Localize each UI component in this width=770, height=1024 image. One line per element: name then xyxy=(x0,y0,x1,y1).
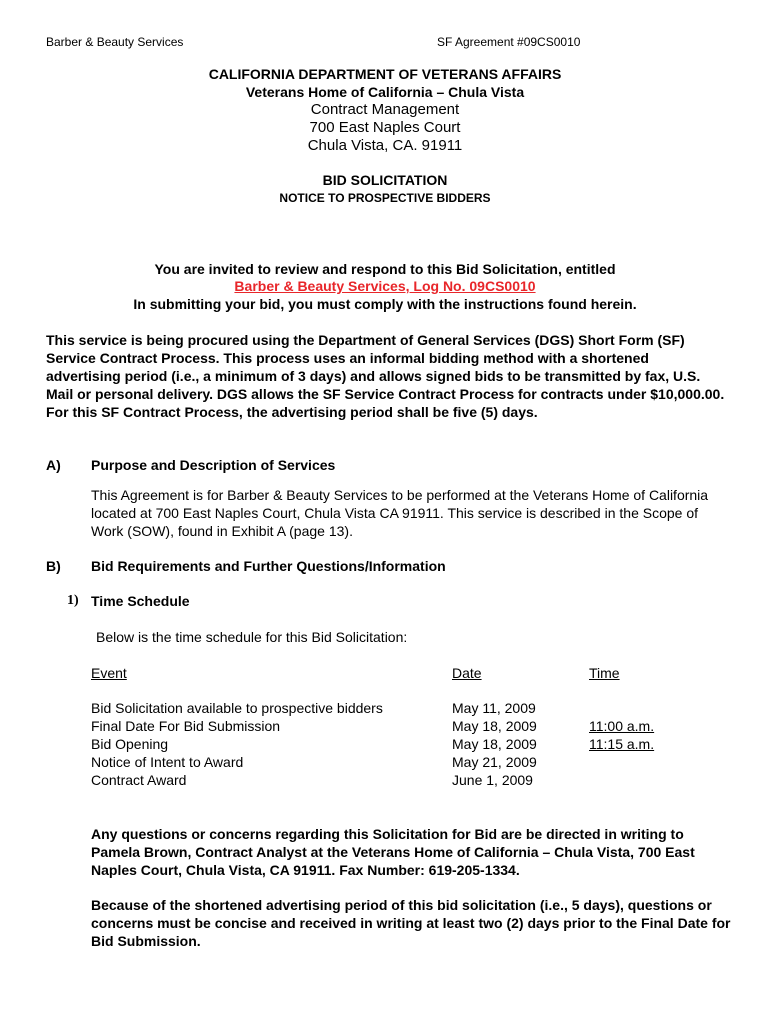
section-a-title: Purpose and Description of Services xyxy=(91,457,336,473)
event-cell: Bid Solicitation available to prospective bidders xyxy=(91,700,383,716)
section-b-letter: B) xyxy=(46,558,61,574)
column-header-date: Date xyxy=(452,665,482,681)
table-row xyxy=(0,718,770,736)
running-header-right: SF Agreement #09CS0010 xyxy=(437,35,581,49)
department-name: CALIFORNIA DEPARTMENT OF VETERANS AFFAIRS xyxy=(208,66,562,82)
subsection-title: Time Schedule xyxy=(91,593,190,609)
table-row xyxy=(0,736,770,754)
date-cell: May 18, 2009 xyxy=(452,718,537,734)
office-name: Contract Management xyxy=(310,101,460,118)
time-cell: 11:15 a.m. xyxy=(589,736,655,752)
notice-heading: NOTICE TO PROSPECTIVE BIDDERS xyxy=(279,191,491,205)
event-cell: Bid Opening xyxy=(91,736,169,752)
questions-paragraph: Any questions or concerns regarding this Solicitation for Bid are be directed in writing to Pamela Brown, Contract Analyst at the Veterans Home of California – Chula Vista, 700 East Naples Court, Chula Vista, CA 91911. Fax Number: 619-205-1334. xyxy=(91,826,695,878)
schedule-intro: Below is the time schedule for this Bid Solicitation: xyxy=(96,629,408,645)
solicitation-title-link[interactable]: Barber & Beauty Services, Log No. 09CS0010 xyxy=(234,278,536,294)
date-cell: June 1, 2009 xyxy=(452,772,533,788)
time-cell: 11:00 a.m. xyxy=(589,718,655,734)
document-type: BID SOLICITATION xyxy=(322,172,448,188)
column-header-time: Time xyxy=(589,665,620,681)
column-header-event: Event xyxy=(91,665,127,681)
intro-paragraph: This service is being procured using the Department of General Services (DGS) Short Form (SF) Service Contract Process. This process uses an informal bidding method with a shortened advertising period (i.e., a minimum of 3 days) and allows signed bids to be transmitted by fax, U.S. Mail or personal delivery. DGS allows the SF Service Contract Process for contracts under $10,000.00. For this SF Contract Process, the advertising period shall be five (5) days. xyxy=(46,332,725,420)
section-a-letter: A) xyxy=(46,457,61,473)
date-cell: May 21, 2009 xyxy=(452,754,537,770)
section-b-title: Bid Requirements and Further Questions/Information xyxy=(91,558,446,574)
date-cell: May 11, 2009 xyxy=(452,700,536,716)
event-cell: Contract Award xyxy=(91,772,187,788)
table-row xyxy=(0,754,770,772)
date-cell: May 18, 2009 xyxy=(452,736,537,752)
event-cell: Final Date For Bid Submission xyxy=(91,718,281,734)
subsection-number: 1) xyxy=(67,593,79,608)
street-address: 700 East Naples Court xyxy=(309,119,461,136)
event-cell: Notice of Intent to Award xyxy=(91,754,244,770)
table-row xyxy=(0,700,770,718)
section-a-body: This Agreement is for Barber & Beauty Services to be performed at the Veterans Home of California located at 700 East Naples Court, Chula Vista CA 91911. This service is described in the Scope of Work (SOW), found in Exhibit A (page 13). xyxy=(91,487,709,539)
home-name: Veterans Home of California – Chula Vista xyxy=(245,84,525,100)
invitation-line: You are invited to review and respond to this Bid Solicitation, entitled xyxy=(154,261,616,277)
compliance-line: In submitting your bid, you must comply with the instructions found herein. xyxy=(133,296,637,312)
shortened-period-paragraph: Because of the shortened advertising period of this bid solicitation (i.e., 5 days), questions or concerns must be concise and received in writing at least two (2) days prior to the Final Date for Bid Submission. xyxy=(91,897,731,949)
running-header-left: Barber & Beauty Services xyxy=(46,35,184,49)
city-address: Chula Vista, CA. 91911 xyxy=(307,137,463,154)
table-row xyxy=(0,772,770,790)
